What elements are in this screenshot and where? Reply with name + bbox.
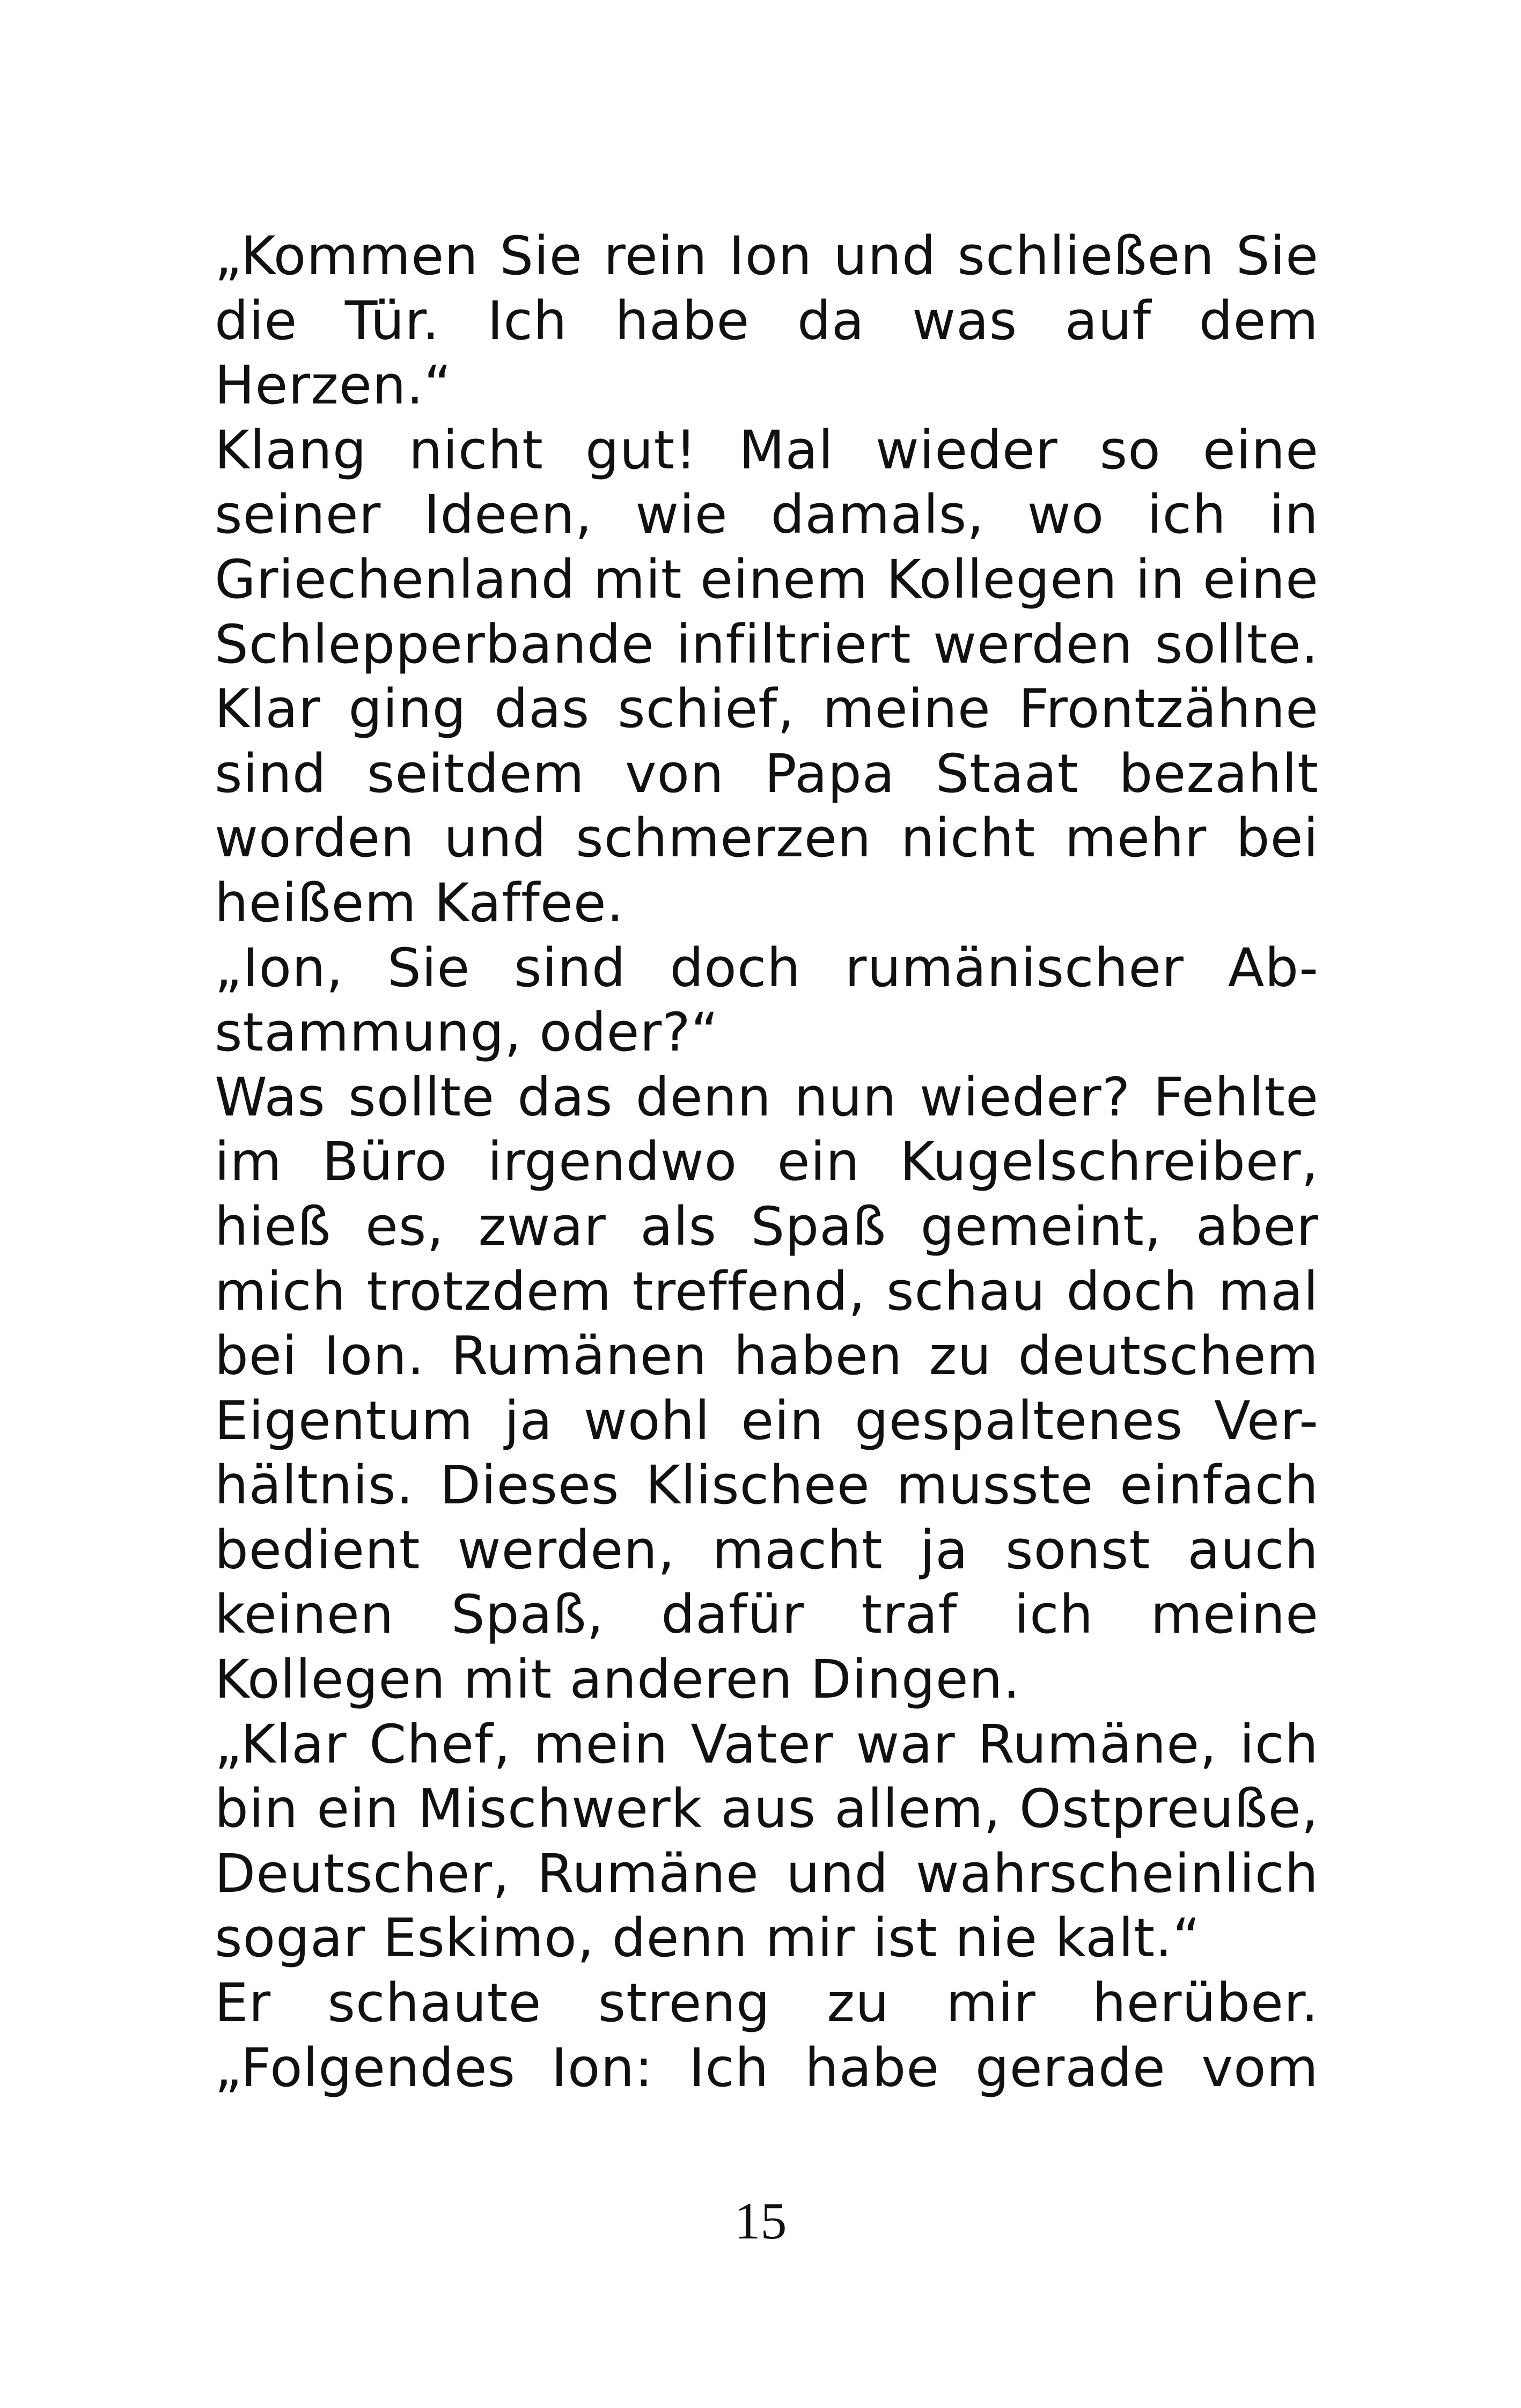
text-line: Eigentum ja wohl ein gespaltenes Ver- bbox=[215, 1390, 1319, 1452]
text-line: mich trotzdem treffend, schau doch mal bbox=[215, 1260, 1319, 1323]
text-line: Er schaute streng zu mir herüber. bbox=[215, 1972, 1319, 2035]
text-line: Herzen.“ bbox=[215, 355, 452, 417]
text-line: Kollegen mit anderen Dingen. bbox=[215, 1649, 1020, 1711]
text-line: Deutscher, Rumäne und wahrscheinlich bbox=[215, 1842, 1319, 1905]
text-line: seiner Ideen, wie damals, wo ich in bbox=[215, 484, 1319, 546]
text-line: im Büro irgendwo ein Kugelschreiber, bbox=[215, 1131, 1319, 1193]
text-line: stammung, oder?“ bbox=[215, 1002, 719, 1064]
text-line: keinen Spaß, dafür traf ich meine bbox=[215, 1584, 1319, 1646]
text-line: Schlepperbande infiltriert werden sollte. bbox=[215, 613, 1319, 676]
text-line: hältnis. Dieses Klischee musste einfach bbox=[215, 1455, 1319, 1517]
text-line: „Klar Chef, mein Vater war Rumäne, ich bbox=[215, 1713, 1319, 1775]
text-line: „Kommen Sie rein Ion und schließen Sie bbox=[215, 225, 1319, 287]
text-line: Griechenland mit einem Kollegen in eine bbox=[215, 548, 1319, 611]
text-line: bin ein Mischwerk aus allem, Ostpreuße, bbox=[215, 1778, 1319, 1840]
text-line: die Tür. Ich habe da was auf dem bbox=[215, 290, 1319, 352]
text-line: Klang nicht gut! Mal wieder so eine bbox=[215, 419, 1319, 481]
text-line: „Folgendes Ion: Ich habe gerade vom bbox=[215, 2037, 1319, 2099]
text-line: hieß es, zwar als Spaß gemeint, aber bbox=[215, 1195, 1319, 1258]
page-number: 15 bbox=[734, 2192, 787, 2250]
text-line: worden und schmerzen nicht mehr bei bbox=[215, 807, 1319, 870]
text-line: sogar Eskimo, denn mir ist nie kalt.“ bbox=[215, 1907, 1201, 1970]
text-line: Klar ging das schief, meine Frontzähne bbox=[215, 678, 1319, 740]
text-line: heißem Kaffee. bbox=[215, 872, 624, 934]
body-text bbox=[215, 224, 1319, 2101]
text-line: Was sollte das denn nun wieder? Fehlte bbox=[215, 1066, 1319, 1128]
text-line: bedient werden, macht ja sonst auch bbox=[215, 1519, 1319, 1581]
text-line: „Ion, Sie sind doch rumänischer Ab- bbox=[215, 937, 1319, 999]
text-line: sind seitdem von Papa Staat bezahlt bbox=[215, 743, 1319, 805]
text-line: bei Ion. Rumänen haben zu deutschem bbox=[215, 1325, 1319, 1387]
